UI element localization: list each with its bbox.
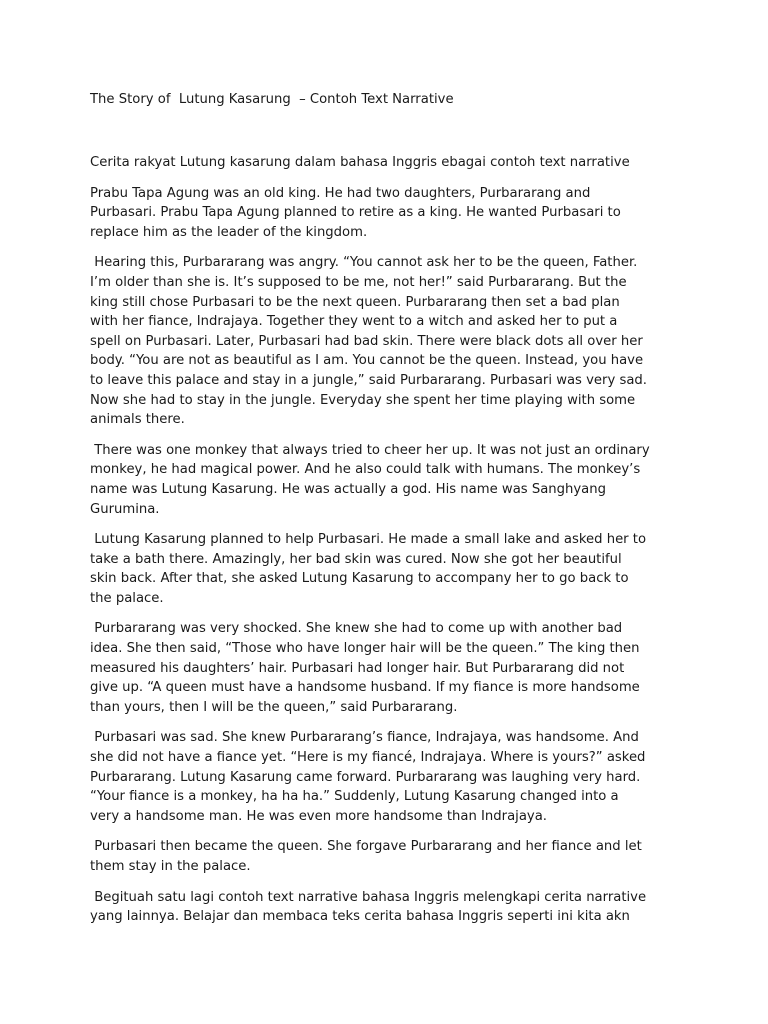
paragraph-line: Gurumina. <box>90 501 160 517</box>
paragraph-line: Purbararang was very shocked. She knew she had to come up with another bad <box>90 621 623 637</box>
paragraph-line: take a bath there. Amazingly, her bad skin was cured. Now she got her beautiful <box>90 551 622 567</box>
paragraph-line: body. “You are not as beautiful as I am. You cannot be the queen. Instead, you have <box>90 353 644 369</box>
paragraph-line: with her fiance, Indrajaya. Together they went to a witch and asked her to put a <box>90 314 618 330</box>
paragraph-line: skin back. After that, she asked Lutung Kasarung to accompany her to go back to <box>90 571 629 587</box>
paragraph-line: There was one monkey that always tried to cheer her up. It was not just an ordinary <box>90 442 650 458</box>
document-page <box>90 90 690 927</box>
paragraph <box>90 253 690 429</box>
paragraph-line: monkey, he had magical power. And he also could talk with humans. The monkey’s <box>90 462 641 478</box>
paragraph-line: than yours, then I will be the queen,” said Purbararang. <box>90 699 458 715</box>
paragraph <box>90 441 690 519</box>
document-title: The Story of Lutung Kasarung – Contoh Text Narrative <box>90 92 454 107</box>
intro-line: Cerita rakyat Lutung kasarung dalam bahasa Inggris ebagai contoh text narrative <box>90 155 630 170</box>
paragraph-line: the palace. <box>90 590 164 606</box>
paragraph-line: “Your fiance is a monkey, ha ha ha.” Suddenly, Lutung Kasarung changed into a <box>90 789 619 805</box>
paragraph-line: yang lainnya. Belajar dan membaca teks cerita bahasa Inggris seperti ini kita akn <box>90 909 630 925</box>
story-body <box>90 184 690 927</box>
paragraph-line: Lutung Kasarung planned to help Purbasari. He made a small lake and asked her to <box>90 532 647 548</box>
paragraph <box>90 184 690 243</box>
paragraph-line: Prabu Tapa Agung was an old king. He had two daughters, Purbararang and <box>90 185 591 201</box>
paragraph-line: replace him as the leader of the kingdom. <box>90 224 368 240</box>
paragraph-line: idea. She then said, “Those who have longer hair will be the queen.” The king then <box>90 641 640 657</box>
paragraph-line: give up. “A queen must have a handsome husband. If my fiance is more handsome <box>90 680 640 696</box>
paragraph <box>90 888 690 927</box>
paragraph-line: king still chose Purbasari to be the next queen. Purbararang then set a bad plan <box>90 294 620 310</box>
paragraph <box>90 530 690 608</box>
paragraph-line: I’m older than she is. It’s supposed to be me, not her!” said Purbararang. But the <box>90 274 627 290</box>
paragraph-line: measured his daughters’ hair. Purbasari had longer hair. But Purbararang did not <box>90 660 625 676</box>
paragraph-line: name was Lutung Kasarung. He was actually a god. His name was Sanghyang <box>90 481 606 497</box>
paragraph-line: Purbasari. Prabu Tapa Agung planned to retire as a king. He wanted Purbasari to <box>90 205 621 221</box>
paragraph-line: Purbasari then became the queen. She forgave Purbararang and her fiance and let <box>90 839 642 855</box>
paragraph <box>90 728 690 826</box>
paragraph-line: Now she had to stay in the jungle. Everyday she spent her time playing with some <box>90 392 636 408</box>
paragraph <box>90 837 690 876</box>
paragraph-line: Begituah satu lagi contoh text narrative bahasa Inggris melengkapi cerita narrative <box>90 889 647 905</box>
paragraph-line: spell on Purbasari. Later, Purbasari had bad skin. There were black dots all over her <box>90 333 643 349</box>
paragraph-line: Purbasari was sad. She knew Purbararang’s fiance, Indrajaya, was handsome. And <box>90 730 639 746</box>
paragraph-line: she did not have a fiance yet. “Here is my fiancé, Indrajaya. Where is yours?” asked <box>90 750 646 766</box>
paragraph-line: very a handsome man. He was even more handsome than Indrajaya. <box>90 808 547 824</box>
paragraph-line: them stay in the palace. <box>90 859 251 874</box>
paragraph-line: animals there. <box>90 412 185 428</box>
paragraph-line: Hearing this, Purbararang was angry. “You cannot ask her to be the queen, Father. <box>90 255 638 271</box>
paragraph <box>90 619 690 717</box>
paragraph-line: Purbararang. Lutung Kasarung came forward. Purbararang was laughing very hard. <box>90 769 641 785</box>
paragraph-line: to leave this palace and stay in a jungle,” said Purbararang. Purbasari was very sad. <box>90 372 647 388</box>
